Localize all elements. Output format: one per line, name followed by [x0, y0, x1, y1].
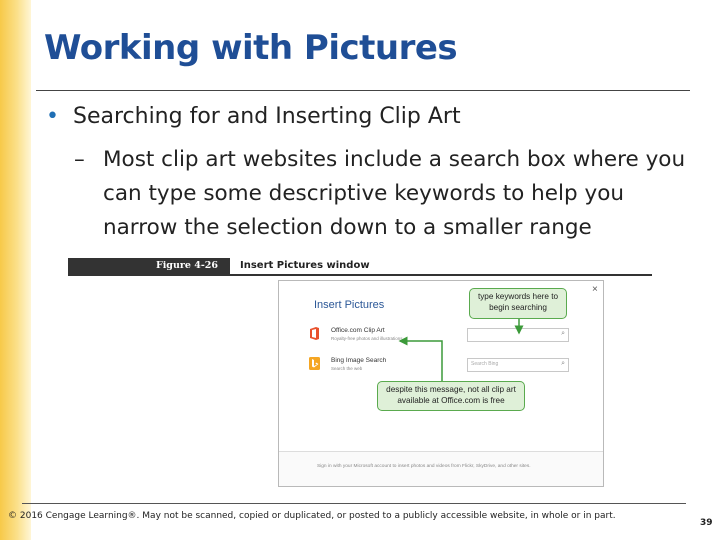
bing-icon: [309, 357, 320, 370]
search-hint-callout: type keywords here to begin searching: [469, 288, 567, 319]
copyright-notice: © 2016 Cengage Learning®. May not be scanned, copied or duplicated, or posted to a publicly accessible website, in whole or in part.: [8, 511, 616, 521]
bullet-item: [46, 104, 461, 129]
bing-search-input[interactable]: [467, 358, 569, 372]
sign-in-text[interactable]: Sign in with your Microsoft account to insert photos and videos from Flickr, SkyDrive, and other sites.: [317, 464, 531, 469]
page-number: 39: [700, 518, 713, 528]
dialog-title: Insert Pictures: [314, 299, 385, 311]
service-name: Bing Image Search: [331, 357, 387, 364]
search-icon[interactable]: ⌕: [561, 360, 565, 367]
dialog-footer: [279, 451, 603, 486]
service-description: Search the web: [331, 366, 363, 371]
sub-bullet-dash: –: [74, 147, 85, 172]
sub-bullet-text: Most clip art websites include a search box where you can type some descriptive keywords to help you narrow the selection down to a smaller range: [103, 147, 686, 240]
bullet-dot-icon: •: [46, 104, 59, 129]
service-description: Royalty-free photos and illustrations: [331, 336, 403, 341]
office-search-input[interactable]: [467, 328, 569, 342]
close-icon[interactable]: ×: [592, 284, 598, 295]
sub-bullet-item: [74, 143, 694, 245]
office-icon: [309, 327, 320, 340]
search-icon[interactable]: ⌕: [561, 330, 565, 337]
service-name: Office.com Clip Art: [331, 327, 385, 334]
figure-caption: Insert Pictures window: [240, 260, 370, 271]
free-note-callout: despite this message, not all clip art available at Office.com is free: [377, 381, 525, 411]
figure-number: Figure 4-26: [68, 258, 230, 274]
search-placeholder: Search Bing: [471, 361, 499, 367]
bullet-text: Searching for and Inserting Clip Art: [72, 104, 461, 129]
title-divider: [36, 90, 690, 91]
decorative-left-bar: [0, 0, 31, 540]
slide-title: Working with Pictures: [44, 28, 458, 68]
footer-divider: [22, 503, 686, 504]
figure-caption-bar: [68, 258, 652, 276]
